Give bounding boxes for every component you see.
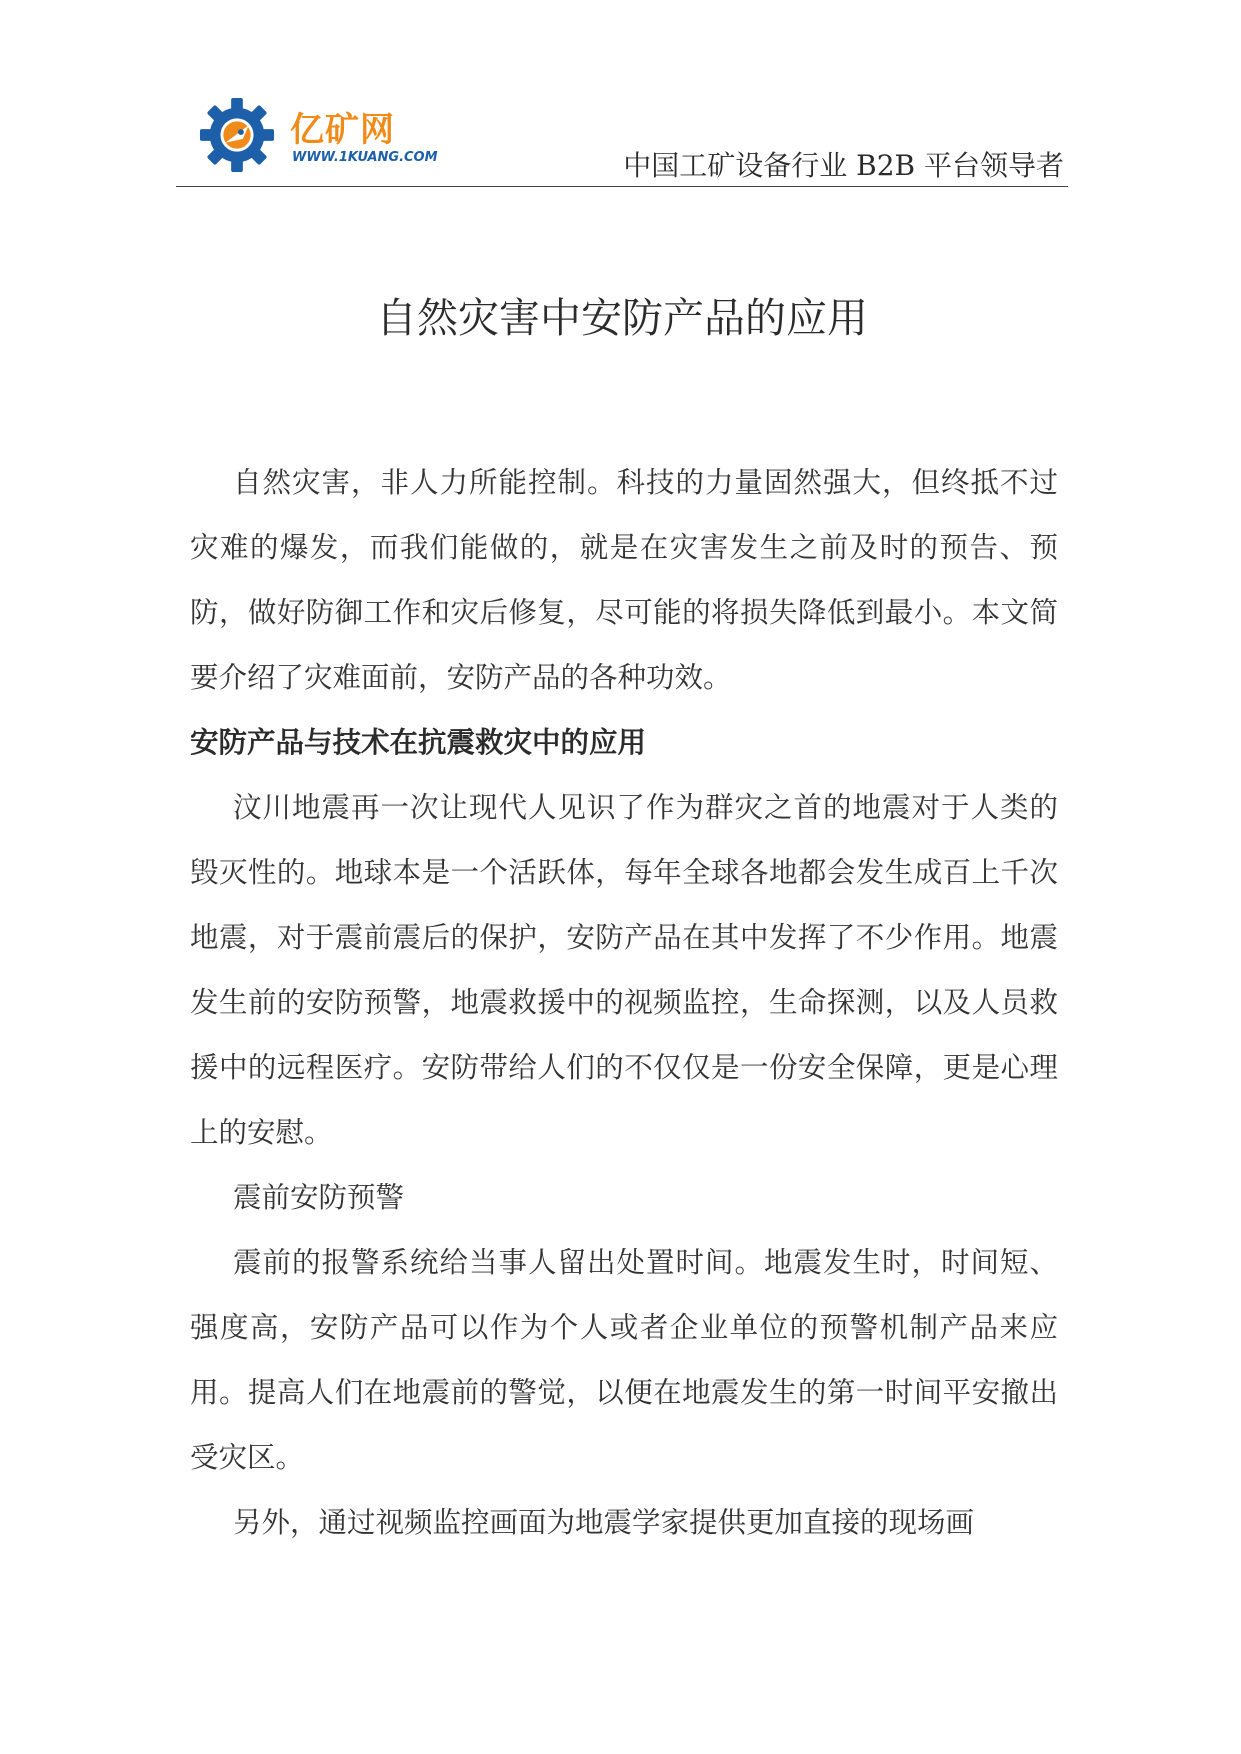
subsection-heading: 震前安防预警 [233,1181,405,1214]
brand-name: 亿矿网 [290,110,395,150]
body-paragraph: 汶川地震再一次让现代人见识了作为群灾之首的地震对于人类的毁灭性的。地球本是一个活跃体，每年全球各地都会发生成百上千次地震，对于震前震后的保护，安防产品在其中发挥了不少作用。地震发生前的安防预警，地震救援中的视频监控，生命探测，以及人员救援中的远程医疗。安防带给人们的不仅仅是一份安全保障，更是心理上的安慰。 [190,791,1058,1149]
page-header [176,90,1068,187]
section-heading: 安防产品与技术在抗震救灾中的应用 [190,726,647,759]
body-paragraph: 另外，通过视频监控画面为地震学家提供更加直接的现场画 [233,1506,975,1539]
intro-paragraph: 自然灾害，非人力所能控制。科技的力量固然强大，但终抵不过灾难的爆发，而我们能做的，就是在灾害发生之前及时的预告、预防，做好防御工作和灾后修复，尽可能的将损失降低到最小。本文简要介绍了灾难面前，安防产品的各种功效。 [190,466,1058,694]
document-title: 自然灾害中安防产品的应用 [376,294,868,342]
header-slogan: 中国工矿设备行业 B2B 平台领导者 [623,149,1064,182]
gear-logo-icon [198,96,276,174]
body-paragraph: 震前的报警系统给当事人留出处置时间。地震发生时，时间短、强度高，安防产品可以作为个人或者企业单位的预警机制产品来应用。提高人们在地震前的警觉，以便在地震发生的第一时间平安撤出受灾区。 [190,1246,1058,1474]
brand-url: WWW.1KUANG.COM [292,150,438,165]
document-body [190,450,1058,1555]
